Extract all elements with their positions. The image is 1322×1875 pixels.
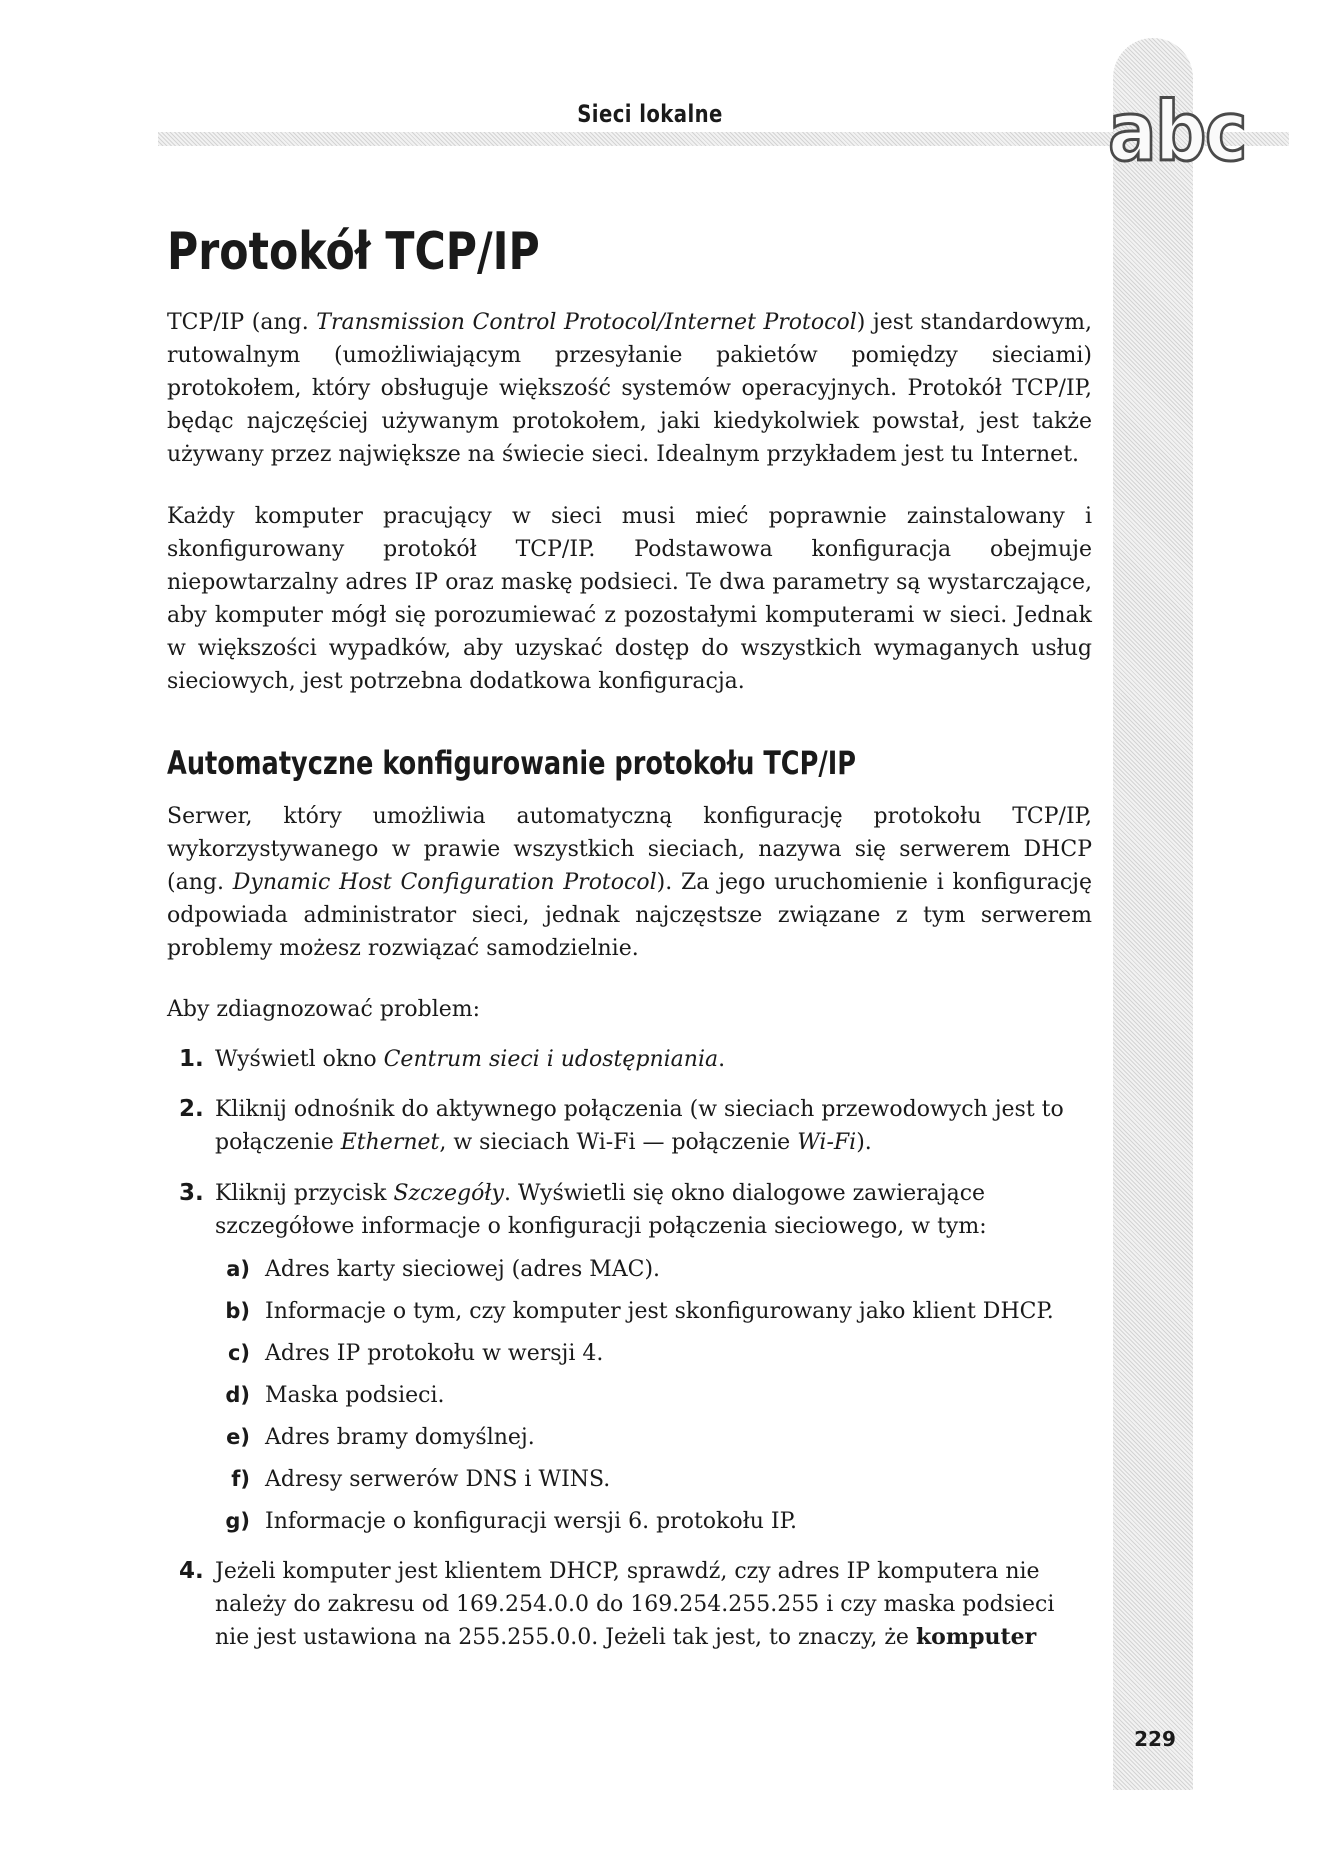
intro-paragraph-2: Każdy komputer pracujący w sieci musi mieć poprawnie zainstalowany i skonfigurowany protokół TCP/IP. Podstawowa konfiguracja obejmuje niepowtarzalny adres IP oraz maskę podsieci. Te dwa parametry są wystarczające, aby komputer mógł się porozumiewać z pozostałymi komputerami w sieci. Jednak w większości wypadków, aby uzyskać dostęp do wszystkich wymaganych usług sieciowych, jest potrzebna dodatkowa konfiguracja. <box>167 504 1092 694</box>
running-title: Sieci lokalne <box>577 100 723 128</box>
term-dhcp-expansion: Dynamic Host Configuration Protocol <box>232 870 657 895</box>
list-item-step-3: 3. Kliknij przycisk Szczegóły. Wyświetli się okno dialogowe zawierające szczegółowe informacje o konfiguracji połączenia sieciowego, w tym: <box>167 1177 1092 1243</box>
section-paragraph-1: Serwer, który umożliwia automatyczną konfigurację protokołu TCP/IP, wykorzystywanego w prawie wszystkich sieciach, nazywa się serwerem DHCP (ang. Dynamic Host Configuration Protocol). Za jego uruchomienie i konfigurację odpowiada administrator sieci, jednak najczęstsze związane z tym serwerem problemy możesz rozwiązać samodzielnie. <box>167 804 1092 961</box>
term-tcpip-expansion: Transmission Control Protocol/Internet Protocol <box>316 310 857 335</box>
list-item-sub-e: e) Adres bramy domyślnej. <box>226 1425 535 1450</box>
list-item-sub-g: g) Informacje o konfiguracji wersji 6. protokołu IP. <box>225 1509 797 1534</box>
list-item-sub-f: f) Adresy serwerów DNS i WINS. <box>231 1467 611 1492</box>
list-item-step-2: 2. Kliknij odnośnik do aktywnego połączenia (w sieciach przewodowych jest to połączenie Ethernet, w sieciach Wi-Fi — połączenie Wi-Fi). <box>167 1093 1092 1159</box>
list-item-step-1: 1. Wyświetl okno Centrum sieci i udostępniania. <box>167 1043 1092 1076</box>
section-heading: Automatyczne konfigurowanie protokołu TCP/IP <box>167 744 856 782</box>
sidebar-stripe <box>1113 38 1193 1790</box>
page-title: Protokół TCP/IP <box>167 222 540 282</box>
step-number: 2. <box>179 1096 204 1122</box>
abc-logo: abc <box>1108 85 1246 180</box>
list-item-step-4: 4. Jeżeli komputer jest klientem DHCP, sprawdź, czy adres IP komputera nie należy do zakresu od 169.254.0.0 do 169.254.255.255 i czy maska podsieci nie jest ustawiona na 255.255.0.0. Jeżeli tak jest, to znaczy, że komputer <box>167 1555 1092 1654</box>
step-number: 1. <box>179 1046 204 1072</box>
list-item-sub-c: c) Adres IP protokołu w wersji 4. <box>227 1341 604 1366</box>
intro-paragraph-1: TCP/IP (ang. Transmission Control Protocol/Internet Protocol) jest standardowym, rutowalnym (umożliwiającym przesyłanie pakietów pomiędzy sieciami) protokołem, który obsługuje większość systemów operacyjnych. Protokół TCP/IP, będąc najczęściej używanym protokołem, jaki kiedykolwiek powstał, jest także używany przez największe na świecie sieci. Idealnym przykładem jest tu Internet. <box>167 310 1092 467</box>
header-rule <box>158 132 1118 146</box>
list-item-sub-a: a) Adres karty sieciowej (adres MAC). <box>226 1257 661 1282</box>
section-paragraph-2: Aby zdiagnozować problem: <box>167 997 481 1022</box>
list-item-sub-b: b) Informacje o tym, czy komputer jest skonfigurowany jako klient DHCP. <box>225 1299 1054 1324</box>
list-item-sub-d: d) Maska podsieci. <box>225 1383 445 1408</box>
step-number: 3. <box>179 1180 204 1206</box>
page-number: 229 <box>1134 1727 1176 1751</box>
step-number: 4. <box>179 1558 204 1584</box>
